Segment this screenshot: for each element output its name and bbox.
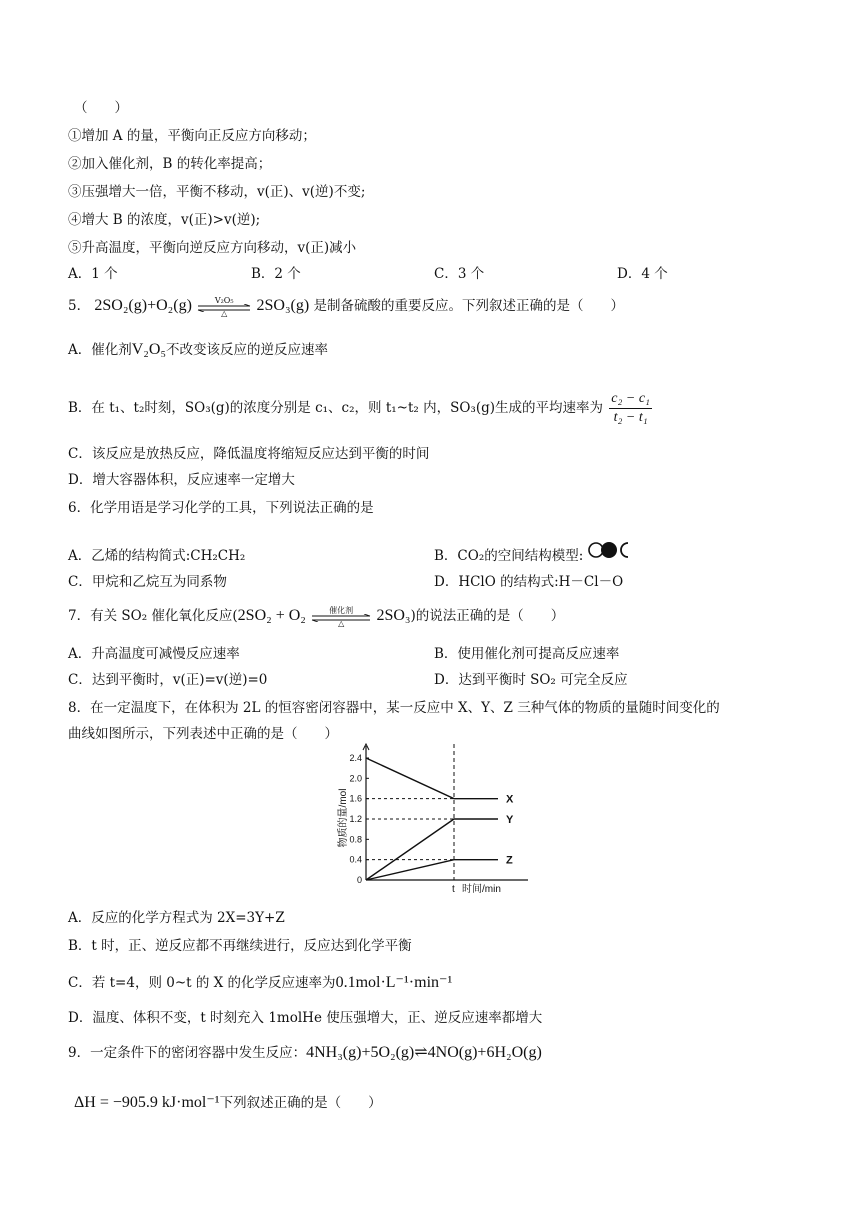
q4-paren: （ ）	[74, 100, 128, 116]
q4-option-d: D．4 个	[617, 266, 668, 282]
series-line-X	[366, 758, 498, 799]
q7-stem-post: )的说法正确的是（ ）	[410, 608, 565, 624]
q8-option-d: D．温度、体积不变，t 时刻充入 1molHe 使压强增大，正、逆反应速率都增大	[68, 1010, 543, 1026]
q4-option-a: A．1 个	[68, 266, 118, 282]
q7-eq-left: 2SO₂ + O₂	[237, 607, 306, 624]
q5-rate-fraction	[609, 390, 652, 427]
q5-condition-arrow	[196, 296, 252, 318]
q8-chart	[328, 738, 538, 898]
q7-heat: △	[338, 618, 345, 628]
q8-option-b: B．t 时，正、逆反应都不再继续进行，反应达到化学平衡	[68, 938, 412, 954]
q5-opt-a-pre: A．催化剂	[68, 342, 132, 358]
q6-option-c: C．甲烷和乙烷互为同系物	[68, 574, 227, 590]
q7-stem-pre: 7．有关 SO₂ 催化氧化反应(	[68, 608, 238, 624]
q9-stem-pre: 9．一定条件下的密闭容器中发生反应：	[68, 1045, 307, 1061]
q4-item-2: ②加入催化剂，B 的转化率提高；	[68, 156, 272, 172]
q9-stem-line1	[68, 1040, 542, 1066]
q5-stem	[68, 294, 624, 318]
q5-opt-a-catalyst: V₂O₅	[131, 341, 167, 358]
q5-fraction-numerator: c₂ − c₁	[609, 390, 652, 409]
q5-option-d: D．增大容器体积，反应速率一定增大	[68, 472, 295, 488]
q7-option-b: B．使用催化剂可提高反应速率	[434, 646, 620, 662]
q4-item-1: ①增加 A 的量，平衡向正反应方向移动；	[68, 128, 316, 144]
q7-option-c: C．达到平衡时，v(正)=v(逆)=0	[68, 672, 268, 688]
q8-stem-line2: 曲线如图所示，下列表述中正确的是（ ）	[68, 726, 338, 742]
q8-option-a: A．反应的化学方程式为 2X=3Y+Z	[68, 910, 285, 926]
q5-opt-b-text: B．在 t₁、t₂时刻，SO₃(g)的浓度分别是 c₁、c₂，则 t₁~t₂ 内，SO₃(g)生成的平均速率为	[68, 400, 603, 416]
q9-enthalpy: ΔH = −905.9 kJ·mol⁻¹	[74, 1094, 220, 1111]
q5-opt-a-post: 不改变该反应的逆反应速率	[166, 342, 329, 358]
series-label-Y: Y	[506, 814, 514, 826]
y-tick-label: 1.6	[349, 793, 362, 804]
q7-stem	[68, 604, 564, 628]
q5-option-a	[68, 340, 328, 360]
q8-chart-svg	[328, 738, 538, 898]
q4-option-b: B．2 个	[251, 266, 301, 282]
q4-option-c: C．3 个	[434, 266, 485, 282]
q9-stem-post: 下列叙述正确的是（ ）	[219, 1095, 382, 1111]
q8-stem-line1: 8．在一定温度下，在体积为 2L 的恒容密闭容器中，某一反应中 X、Y、Z 三种气体的物质的量随时间变化的	[68, 700, 720, 716]
q5-catalyst: V₂O₅	[214, 295, 234, 305]
q7-catalyst: 催化剂	[329, 605, 354, 615]
q6-option-b	[434, 546, 638, 566]
q8-opt-c-text: C．若 t=4，则 0~t 的 X 的化学反应速率为	[68, 975, 336, 991]
y-tick-label: 2.0	[349, 773, 362, 784]
q6-stem: 6．化学用语是学习化学的工具，下列说法正确的是	[68, 500, 374, 516]
y-tick-label: 0.4	[349, 854, 362, 865]
y-tick-label: 1.2	[349, 814, 362, 824]
q5-fraction-denominator: t₂ − t₁	[613, 410, 648, 425]
q7-option-a: A．升高温度可减慢反应速率	[68, 646, 240, 662]
q5-option-c: C．该反应是放热反应，降低温度将缩短反应达到平衡的时间	[68, 446, 430, 462]
q9-equation: 4NH₃(g)+5O₂(g)⇌4NO(g)+6H₂O(g)	[306, 1044, 542, 1061]
q5-eq-right: 2SO₃(g)	[256, 297, 310, 314]
series-line-Y	[366, 819, 498, 880]
q5-heat: △	[221, 308, 228, 318]
q7-condition-arrow	[310, 606, 372, 628]
series-line-Z	[366, 860, 498, 880]
q6-option-d: D．HClO 的结构式:H－Cl－O	[434, 574, 624, 590]
q4-item-5: ⑤升高温度，平衡向逆反应方向移动，v(正)减小	[68, 240, 357, 256]
q7-option-d: D．达到平衡时 SO₂ 可完全反应	[434, 672, 628, 688]
series-label-X: X	[506, 793, 514, 806]
q8-opt-c-unit: 0.1mol·L⁻¹·min⁻¹	[335, 974, 453, 991]
q5-stem-text: 是制备硫酸的重要反应。下列叙述正确的是（ ）	[313, 298, 624, 314]
q5-number: 5．	[68, 298, 91, 314]
series-label-Z: Z	[506, 854, 513, 867]
q6-opt-b-text: B．CO₂的空间结构模型:	[434, 548, 584, 564]
q4-item-4: ④增大 B 的浓度，v(正)>v(逆);	[68, 212, 261, 228]
q6-option-a: A．乙烯的结构简式:CH₂CH₂	[68, 548, 246, 564]
q4-item-3: ③压强增大一倍，平衡不移动，v(正)、v(逆)不变;	[68, 184, 366, 200]
x-axis-label: 时间/min	[462, 884, 501, 895]
q7-eq-right: 2SO₃	[376, 607, 411, 624]
q5-option-b	[68, 388, 652, 428]
y-tick-label: 2.4	[349, 753, 362, 763]
q5-eq-left: 2SO₂(g)+O₂(g)	[94, 297, 192, 314]
x-tick-t: t	[452, 884, 455, 895]
y-axis-label: 物质的量/mol	[338, 788, 349, 848]
co2-model-icon	[588, 537, 638, 563]
y-tick-label: 0.8	[349, 834, 362, 845]
y-tick-label: 0	[356, 875, 362, 885]
q9-stem-line2	[74, 1090, 382, 1116]
q8-option-c	[68, 970, 452, 996]
